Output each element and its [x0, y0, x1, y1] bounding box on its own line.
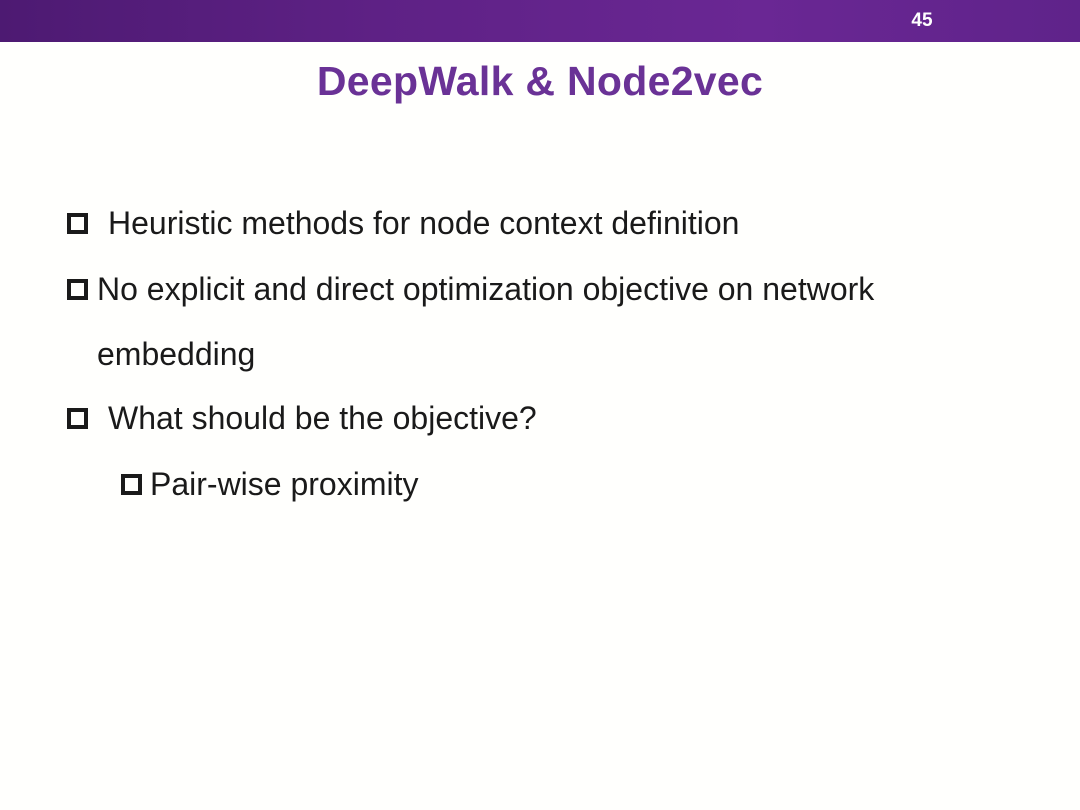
- square-bullet-icon: [67, 408, 88, 429]
- bullet-continuation: embedding: [97, 336, 256, 372]
- square-bullet-icon: [121, 474, 142, 495]
- bullet-text: Heuristic methods for node context definition: [108, 205, 740, 241]
- bullet-item-4: [121, 466, 418, 503]
- slide-number: 45: [911, 10, 933, 31]
- bullet-item-3: [67, 400, 537, 437]
- bullet-item-2: [67, 271, 874, 308]
- header-bar: [0, 0, 1080, 42]
- slide-title: DeepWalk & Node2vec: [316, 58, 764, 104]
- bullet-text: Pair-wise proximity: [150, 466, 419, 502]
- bullet-text: No explicit and direct optimization objective on network: [97, 271, 875, 307]
- bullet-text: What should be the objective?: [108, 400, 537, 436]
- bullet-item-1: [67, 205, 739, 242]
- square-bullet-icon: [67, 213, 88, 234]
- square-bullet-icon: [67, 279, 88, 300]
